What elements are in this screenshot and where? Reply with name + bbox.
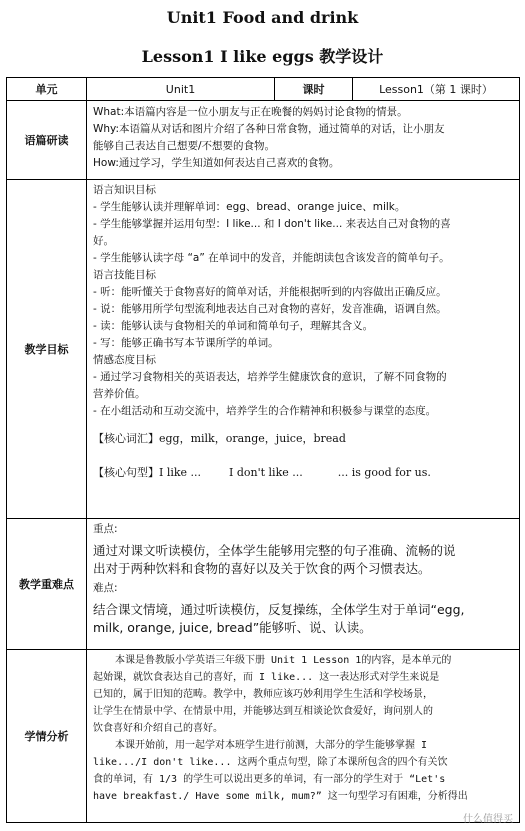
analysis-label: 学情分析 (7, 650, 87, 823)
objective-line: - 写：能够正确书写本节课所学的单词。 (93, 337, 279, 349)
analysis-line: 让学生在情景中学、在情景中用，并能够达到互相谈论饮食爱好，询问别人的 (93, 706, 433, 717)
text-study-content (87, 101, 520, 180)
objective-line: 情感态度目标 (93, 354, 156, 366)
text-study-line: What:本语篇内容是一位小朋友与正在晚餐的妈妈讨论食物的情景。 (93, 106, 408, 118)
analysis-line: 饮食喜好和介绍自己的喜好。 (93, 723, 223, 734)
key-points-label: 教学重难点 (7, 519, 87, 650)
objective-line: - 在小组活动和互动交流中，培养学生的合作精神和积极参与课堂的态度。 (93, 405, 437, 417)
analysis-line: 起始课，就饮食表达自己的喜好，而 I like... 这一表达形式对学生来说是 (93, 672, 440, 683)
focus-label: 重点: (93, 523, 118, 535)
document-title: Unit1 Food and drink (166, 8, 359, 27)
objectives-row (7, 180, 520, 519)
objective-line: - 听：能听懂关于食物喜好的简单对话，并能根据听到的内容做出正确反应。 (93, 286, 447, 298)
objective-line: 语言技能目标 (93, 269, 156, 281)
core-vocab: 【核心词汇】egg，milk，orange，juice，bread (93, 432, 346, 445)
analysis-line: like.../I don't like... 这两个重点句型，除了本课所包含的四个有关饮 (93, 757, 448, 768)
period-label: 课时 (275, 78, 353, 101)
focus-line: 出对于两种饮料和食物的喜好以及关于饮食的两个习惯表达。 (93, 561, 431, 576)
difficulty-line: milk, orange, juice, bread”能够听、说、认读。 (93, 620, 372, 635)
lesson-plan-table (6, 77, 520, 823)
document-subtitle: Lesson1 I like eggs 教学设计 (141, 47, 384, 66)
analysis-line: have breakfast./ Have some milk, mum?” 这一句型学习有困难，分析得出 (93, 791, 468, 802)
analysis-content (87, 650, 520, 823)
objective-line: 营养价值。 (93, 388, 146, 400)
analysis-line: 本课开始前，用一起学对本班学生进行前测，大部分的学生能够掌握 I (115, 740, 428, 751)
watermark-logo: 什么值得买 (463, 814, 513, 825)
unit-label: 单元 (7, 78, 87, 101)
objective-line: - 读：能够认读与食物相关的单词和简单句子，理解其含义。 (93, 320, 374, 332)
analysis-line: 本课是鲁教版小学英语三年级下册 Unit 1 Lesson 1的内容，是本单元的 (115, 655, 452, 666)
focus-line: 通过对课文听读模仿，全体学生能够用完整的句子准确、流畅的说 (93, 543, 456, 558)
difficulty-label: 难点: (93, 582, 118, 594)
text-study-line: 能够自己表达自己想要/不想要的食物。 (93, 140, 276, 152)
analysis-line: 食的单词，有 1/3 的学生可以说出更多的单词，有一部分的学生对于 “Let's (93, 774, 446, 785)
objective-line: - 学生能够认读字母 “a” 在单词中的发音，并能朗读包含该发音的简单句子。 (93, 252, 450, 264)
objective-line: 语言知识目标 (93, 184, 156, 196)
unit-value: Unit1 (87, 78, 275, 101)
objectives-content (87, 180, 520, 519)
objective-line: - 通过学习食物相关的英语表达，培养学生健康饮食的意识，了解不同食物的 (93, 371, 447, 383)
key-points-row (7, 519, 520, 650)
objective-line: - 学生能够掌握并运用句型：I like... 和 I don't like... 来表达自己对食物的喜 (93, 218, 451, 230)
table-header-row (7, 78, 520, 101)
text-study-line: Why:本语篇从对话和图片介绍了各种日常食物，通过简单的对话，让小朋友 (93, 123, 445, 135)
key-points-content (87, 519, 520, 650)
difficulty-line: 结合课文情境，通过听读模仿，反复操练，全体学生对于单词“egg, (93, 602, 465, 617)
objective-line: - 学生能够认读并理解单词：egg、bread、orange juice、milk。 (93, 201, 406, 213)
period-value: Lesson1（第 1 课时） (353, 78, 520, 101)
text-study-row (7, 101, 520, 180)
analysis-line: 已知的，属于旧知的范畴。教学中，教师应该巧妙利用学生生活和学校场景， (93, 689, 433, 700)
analysis-row (7, 650, 520, 823)
text-study-label: 语篇研读 (7, 101, 87, 180)
objective-line: 好。 (93, 235, 114, 247)
core-sentence: 【核心句型】I like ... I don't like ... ... is good for us. (93, 466, 431, 479)
objective-line: - 说：能够用所学句型流利地表达自己对食物的喜好，发音准确，语调自然。 (93, 303, 447, 315)
text-study-line: How:通过学习，学生知道如何表达自己喜欢的食物。 (93, 157, 340, 169)
objectives-label: 教学目标 (7, 180, 87, 519)
